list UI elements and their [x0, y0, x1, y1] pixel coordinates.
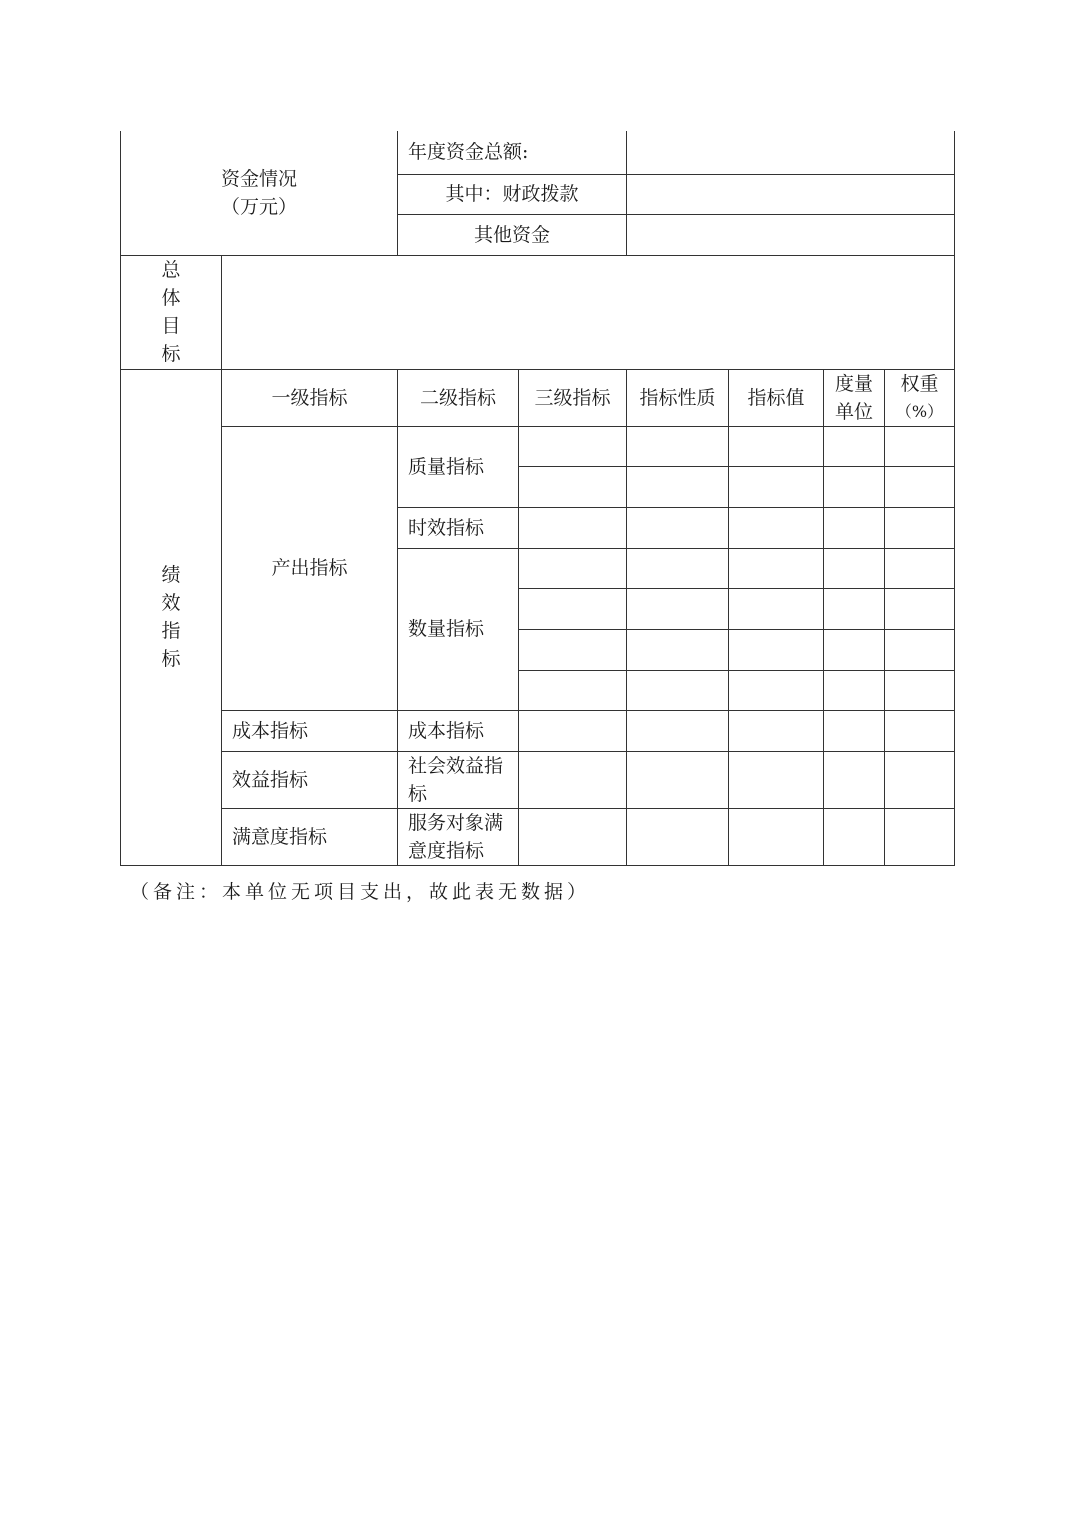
performance-label-char: 绩	[161, 564, 181, 586]
cell-empty	[519, 670, 627, 710]
cell-empty	[824, 588, 885, 629]
cell-empty	[824, 507, 885, 548]
indicator-row	[121, 751, 955, 808]
cell-empty	[729, 588, 824, 629]
funds-label-line2: （万元）	[221, 195, 298, 218]
cell-empty	[729, 751, 824, 808]
cell-empty	[519, 426, 627, 466]
cost-indicator-l1: 成本指标	[222, 710, 398, 751]
header-unit-line1: 度量	[835, 372, 874, 395]
fiscal-value	[627, 174, 955, 214]
header-weight	[885, 369, 955, 426]
cell-empty	[519, 507, 627, 548]
cell-empty	[729, 466, 824, 507]
cell-empty	[729, 507, 824, 548]
other-funds-label: 其他资金	[398, 214, 627, 255]
cell-empty	[627, 426, 729, 466]
indicator-row	[121, 426, 955, 466]
cell-empty	[627, 710, 729, 751]
cell-empty	[824, 548, 885, 588]
cell-empty	[885, 426, 955, 466]
header-value: 指标值	[729, 369, 824, 426]
cell-empty	[824, 808, 885, 865]
cell-empty	[885, 466, 955, 507]
cell-empty	[729, 808, 824, 865]
cell-empty	[824, 426, 885, 466]
benefit-indicator-l1: 效益指标	[222, 751, 398, 808]
quantity-indicator-label: 数量指标	[398, 548, 519, 710]
cell-empty	[729, 426, 824, 466]
cell-empty	[519, 629, 627, 670]
cell-empty	[627, 466, 729, 507]
indicator-header-row	[121, 369, 955, 426]
annual-total-label: 年度资金总额:	[398, 131, 627, 174]
goal-label-char: 标	[161, 343, 181, 365]
cell-empty	[519, 751, 627, 808]
cell-empty	[729, 629, 824, 670]
satisfaction-indicator-l1: 满意度指标	[222, 808, 398, 865]
cell-empty	[824, 466, 885, 507]
header-level1: 一级指标	[222, 369, 398, 426]
cell-empty	[519, 808, 627, 865]
cell-empty	[885, 507, 955, 548]
goal-label-char: 总	[161, 259, 181, 281]
cell-empty	[824, 670, 885, 710]
cell-empty	[824, 751, 885, 808]
goal-label-char: 目	[161, 315, 181, 337]
header-weight-line1: 权重	[900, 372, 939, 395]
funds-label-cell	[121, 131, 398, 255]
cell-empty	[729, 670, 824, 710]
header-level3: 三级指标	[519, 369, 627, 426]
performance-goal-table	[120, 131, 955, 866]
cell-empty	[885, 670, 955, 710]
goal-content	[222, 255, 955, 369]
satisfaction-l2-line1: 服务对象满	[408, 811, 504, 834]
cell-empty	[627, 751, 729, 808]
cell-empty	[627, 548, 729, 588]
quality-indicator-label: 质量指标	[398, 426, 519, 507]
output-indicator-label: 产出指标	[222, 426, 398, 710]
cell-empty	[519, 466, 627, 507]
cell-empty	[519, 548, 627, 588]
benefit-l2-line2: 标	[408, 782, 428, 805]
header-level2: 二级指标	[398, 369, 519, 426]
header-unit-line2: 单位	[835, 400, 874, 423]
performance-label-char: 指	[161, 620, 181, 642]
cell-empty	[885, 629, 955, 670]
indicator-row	[121, 710, 955, 751]
cell-empty	[627, 629, 729, 670]
funds-row-annual	[121, 131, 955, 174]
goal-label-char: 体	[161, 287, 181, 309]
annual-total-value	[627, 131, 955, 174]
cell-empty	[885, 751, 955, 808]
goal-label-cell	[121, 255, 222, 369]
cell-empty	[824, 629, 885, 670]
benefit-l2-line1: 社会效益指	[408, 754, 504, 777]
indicator-row	[121, 808, 955, 865]
performance-label-cell	[121, 369, 222, 865]
goal-row	[121, 255, 955, 369]
header-nature: 指标性质	[627, 369, 729, 426]
performance-label-char: 标	[161, 648, 181, 670]
timeliness-indicator-label: 时效指标	[398, 507, 519, 548]
header-weight-line2: （%）	[895, 401, 944, 421]
cell-empty	[729, 548, 824, 588]
cell-empty	[627, 670, 729, 710]
cell-empty	[519, 588, 627, 629]
header-unit	[824, 369, 885, 426]
benefit-indicator-l2	[398, 751, 519, 808]
cell-empty	[885, 548, 955, 588]
cell-empty	[885, 808, 955, 865]
cell-empty	[824, 710, 885, 751]
cell-empty	[519, 710, 627, 751]
other-funds-value	[627, 214, 955, 255]
table-note: （备注：本单位无项目支出，故此表无数据）	[130, 881, 591, 903]
cost-indicator-l2: 成本指标	[398, 710, 519, 751]
funds-label-line1: 资金情况	[221, 167, 298, 190]
cell-empty	[729, 710, 824, 751]
cell-empty	[627, 588, 729, 629]
cell-empty	[627, 507, 729, 548]
cell-empty	[627, 808, 729, 865]
fiscal-label: 其中：财政拨款	[398, 174, 627, 214]
satisfaction-l2-line2: 意度指标	[408, 839, 485, 862]
cell-empty	[885, 588, 955, 629]
satisfaction-indicator-l2	[398, 808, 519, 865]
performance-label-char: 效	[161, 592, 181, 614]
cell-empty	[885, 710, 955, 751]
